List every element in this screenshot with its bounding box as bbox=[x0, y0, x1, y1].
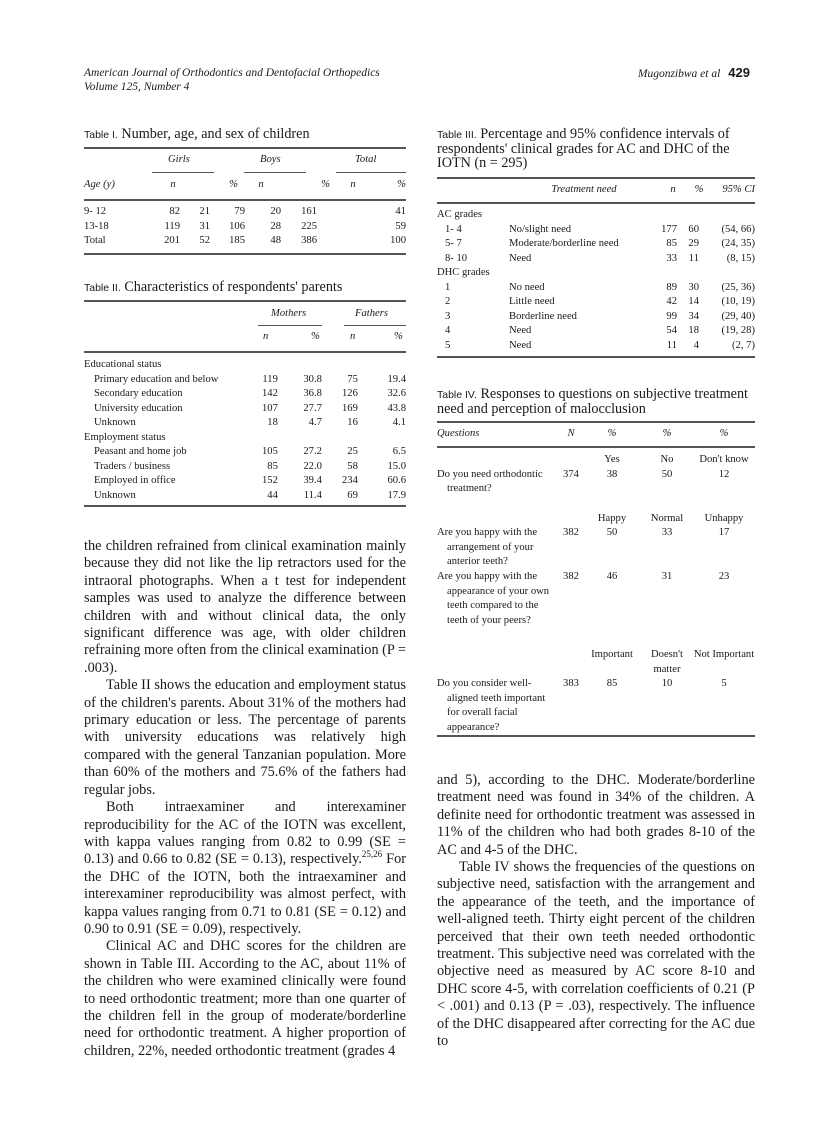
cell: 22.0 bbox=[303, 460, 322, 472]
table2-sub-n: n bbox=[263, 331, 269, 342]
section-label: Employment status bbox=[84, 431, 166, 443]
table3-title: Percentage and 95% confidence intervals of respondents' clinical grades for AC and DHC of the IOTN (n = 295) bbox=[437, 126, 730, 171]
pct: 4 bbox=[693, 339, 699, 351]
table2-sub-n: n bbox=[350, 331, 356, 342]
row-label: Traders / business bbox=[94, 460, 171, 472]
table-row bbox=[437, 468, 755, 512]
table1-top-rule bbox=[84, 147, 406, 149]
table4-bottom-rule bbox=[437, 735, 755, 737]
header-n: n bbox=[670, 184, 676, 195]
cell: 25 bbox=[347, 446, 358, 457]
body-left-column bbox=[84, 538, 406, 1060]
table1-group-girls: Girls bbox=[168, 154, 190, 165]
section-label: Educational status bbox=[84, 359, 162, 370]
table-row bbox=[84, 416, 406, 431]
ci: (54, 66) bbox=[721, 223, 755, 235]
pct: 18 bbox=[688, 325, 699, 336]
ci: (29, 40) bbox=[721, 310, 755, 322]
need: Need bbox=[509, 339, 532, 351]
table-row bbox=[84, 220, 406, 235]
journal-name: American Journal of Orthodontics and Dentofacial Orthopedics bbox=[84, 67, 380, 79]
cell: 36.8 bbox=[303, 388, 322, 399]
table-row bbox=[84, 474, 406, 489]
table1-sub-n: n bbox=[170, 179, 176, 190]
cell: 28 bbox=[270, 220, 281, 232]
cell: 201 bbox=[164, 235, 180, 246]
table1-body bbox=[84, 205, 406, 249]
row-label: Employed in office bbox=[94, 475, 176, 486]
table3-top-rule bbox=[437, 177, 755, 179]
cell: 234 bbox=[342, 475, 358, 486]
option-label: Not Important bbox=[693, 649, 755, 660]
cell: 48 bbox=[270, 235, 281, 246]
table-row bbox=[84, 234, 406, 249]
cell: 161 bbox=[301, 206, 317, 217]
cell: 100 bbox=[390, 235, 406, 246]
need: Need bbox=[509, 252, 532, 264]
table-row bbox=[84, 460, 406, 475]
need: Need bbox=[509, 325, 532, 336]
table3-body bbox=[437, 208, 755, 353]
value: 23 bbox=[718, 571, 730, 582]
n: 382 bbox=[563, 571, 579, 582]
value: 50 bbox=[661, 468, 673, 480]
cell: 4.7 bbox=[308, 417, 322, 428]
cell: 18 bbox=[267, 417, 278, 428]
table-row bbox=[437, 223, 755, 238]
cell: 27.7 bbox=[303, 402, 322, 414]
cell: 59 bbox=[395, 220, 406, 232]
section-label: AC grades bbox=[437, 209, 483, 220]
grade: 4 bbox=[445, 325, 451, 336]
table3-label: Table III. bbox=[437, 129, 477, 141]
table4-body bbox=[437, 453, 755, 735]
table3-header bbox=[437, 183, 755, 198]
cell: 79 bbox=[234, 206, 245, 217]
cell: 60.6 bbox=[387, 475, 406, 486]
cell: 19.4 bbox=[387, 373, 406, 385]
table4-header bbox=[437, 427, 755, 442]
paragraph-text: Both intraexaminer and interexaminer reproducibility for the AC of the IOTN was excellent, with kappa values ranging from 0.82 to 0.99 (SE = 0.13) and 0.66 to 0.82 (SE = 0.13), respectively. bbox=[84, 799, 406, 868]
n: 54 bbox=[666, 325, 677, 336]
ci: (8, 15) bbox=[726, 252, 755, 264]
option-label: Unhappy bbox=[704, 512, 744, 524]
paragraph: Clinical AC and DHC scores for the children are shown in Table III. According to the AC, about 11% of the children who were examined clinically were found to need orthodontic treatment; more than one quarter of the children fell in the group of moderate/borderline need for orthodontic treatment. A higher proportion of children, 22%, needed orthodontic treatment (grades 4 bbox=[84, 938, 406, 1059]
row-label: Peasant and home job bbox=[94, 446, 187, 457]
header-pct: % bbox=[719, 428, 729, 439]
n: 33 bbox=[666, 252, 677, 264]
header-treatment-need: Treatment need bbox=[551, 184, 617, 195]
table1-total-underline bbox=[336, 172, 406, 173]
header-pct: % bbox=[694, 184, 704, 195]
cell: 27.2 bbox=[303, 446, 322, 457]
cell: 386 bbox=[301, 235, 317, 246]
pct: 60 bbox=[688, 223, 699, 235]
table-row bbox=[437, 570, 755, 642]
cell: 106 bbox=[229, 220, 245, 232]
cell: 11.4 bbox=[303, 489, 322, 501]
volume-info: Volume 125, Number 4 bbox=[84, 81, 190, 93]
grade: 8- 10 bbox=[445, 252, 468, 264]
age-cell: Total bbox=[84, 235, 106, 246]
ci: (10, 19) bbox=[721, 296, 755, 307]
table-row bbox=[437, 281, 755, 296]
question-text: Do you consider well-aligned teeth important for overall facial appearance? bbox=[437, 678, 546, 733]
table4-title: Responses to questions on subjective treatment need and perception of malocclusion bbox=[437, 386, 748, 417]
pct: 30 bbox=[688, 281, 699, 293]
value: 10 bbox=[661, 678, 673, 689]
table3-bottom-rule bbox=[437, 356, 755, 358]
table2-group-mothers: Mothers bbox=[271, 308, 307, 319]
cell: 169 bbox=[342, 402, 358, 414]
value: 38 bbox=[606, 468, 618, 480]
option-label: Doesn't matter bbox=[651, 649, 683, 675]
header-cell bbox=[437, 183, 509, 198]
row-label: Primary education and below bbox=[94, 373, 219, 385]
cell: 82 bbox=[169, 206, 180, 217]
table4-header-rule bbox=[437, 446, 755, 448]
pct: 29 bbox=[688, 238, 699, 249]
paragraph: Table IV shows the frequencies of the questions on subjective need, satisfaction with the arrangement and the appearance of the teeth, and the importance of well-aligned teeth. Thirty eight percent of the children perceived that their own teeth needed orthodontic treatment. This subjective need was correlated with the objective need as measured by AC score 8-10 and DHC score 4-5, with correlation coefficients of 0.21 (P < .001) and 0.13 (P = .03), respectively. The influence of the DHC disappeared after correcting for the AC due to bbox=[437, 859, 755, 1050]
cell: 20 bbox=[270, 206, 281, 217]
paragraph: Table II shows the education and employment status of the children's parents. About 31% of the mothers had primary education or less. The percentage of parents with university educations was relatively high compared with the general Tanzanian population. More than 60% of the mothers and 75.6% of the fathers had regular jobs. bbox=[84, 677, 406, 798]
table1-boys-underline bbox=[244, 172, 306, 173]
table2-top-rule bbox=[84, 300, 406, 302]
value: 12 bbox=[718, 468, 730, 480]
need: No need bbox=[509, 281, 545, 293]
question-text: Do you need orthodontic treatment? bbox=[437, 468, 543, 494]
row-label: Secondary education bbox=[94, 388, 183, 399]
table-row bbox=[84, 387, 406, 402]
cell: 15.0 bbox=[387, 460, 406, 472]
cell: 43.8 bbox=[387, 402, 406, 414]
option-label: Don't know bbox=[699, 454, 749, 465]
cell: 4.1 bbox=[392, 417, 406, 428]
table2-bottom-rule bbox=[84, 505, 406, 507]
grade: 1- 4 bbox=[445, 223, 462, 235]
table-row bbox=[437, 310, 755, 325]
table2-group-fathers: Fathers bbox=[355, 308, 388, 319]
table-row bbox=[84, 205, 406, 220]
row-label: University education bbox=[94, 402, 183, 414]
ci: (25, 36) bbox=[721, 281, 755, 293]
cell: 52 bbox=[199, 235, 210, 246]
table2-body bbox=[84, 358, 406, 503]
table1-sub-pct: % bbox=[321, 179, 330, 190]
option-label: Happy bbox=[597, 512, 627, 524]
cell: 75 bbox=[347, 373, 358, 385]
table2-caption bbox=[84, 280, 342, 295]
table-row bbox=[437, 295, 755, 310]
n: 99 bbox=[666, 310, 677, 322]
cell: 6.5 bbox=[392, 446, 406, 457]
table1-header-rule bbox=[84, 199, 406, 201]
table2-label: Table II. bbox=[84, 282, 121, 294]
table1-girls-underline bbox=[152, 172, 214, 173]
grade: 5 bbox=[445, 339, 451, 351]
cell: 126 bbox=[342, 388, 358, 399]
citation: 25,26 bbox=[361, 849, 383, 860]
cell: 142 bbox=[262, 388, 278, 399]
cell: 17.9 bbox=[387, 489, 406, 501]
need: Little need bbox=[509, 296, 555, 307]
cell: 119 bbox=[262, 373, 278, 385]
cell: 185 bbox=[229, 235, 245, 246]
value: 33 bbox=[661, 527, 673, 538]
ci: (2, 7) bbox=[732, 339, 755, 351]
age-cell: 13-18 bbox=[84, 220, 109, 232]
header-N: N bbox=[567, 428, 575, 439]
cell: 21 bbox=[199, 206, 210, 217]
table-row bbox=[437, 339, 755, 354]
grade: 3 bbox=[445, 310, 451, 322]
table4-label: Table IV. bbox=[437, 389, 477, 401]
cell: 31 bbox=[199, 220, 210, 232]
value: 5 bbox=[721, 678, 727, 689]
running-header-right bbox=[638, 66, 750, 81]
table1-sub-n: n bbox=[258, 179, 264, 190]
cell: 152 bbox=[262, 475, 278, 486]
running-header-left bbox=[84, 66, 380, 94]
table4-caption bbox=[437, 387, 755, 416]
option-label: Normal bbox=[650, 512, 684, 524]
table1-header bbox=[84, 178, 406, 193]
n: 42 bbox=[666, 296, 677, 307]
value: 50 bbox=[606, 527, 618, 538]
table1-sub-pct: % bbox=[229, 179, 238, 190]
body-right-column bbox=[437, 772, 755, 1051]
table3-caption bbox=[437, 127, 755, 170]
table1-row-header: Age (y) bbox=[84, 179, 115, 190]
table1-bottom-rule bbox=[84, 253, 406, 255]
page-number: 429 bbox=[728, 65, 750, 80]
header-ci: 95% CI bbox=[722, 184, 755, 195]
value: 17 bbox=[718, 527, 730, 538]
n: 374 bbox=[563, 468, 579, 480]
option-label: Yes bbox=[604, 454, 620, 465]
table2-title: Characteristics of respondents' parents bbox=[124, 279, 343, 295]
option-label: Important bbox=[591, 649, 633, 660]
table-row bbox=[84, 402, 406, 417]
header-pct: % bbox=[662, 428, 672, 439]
age-cell: 9- 12 bbox=[84, 206, 107, 217]
table-row bbox=[437, 252, 755, 267]
table-row bbox=[84, 373, 406, 388]
paragraph bbox=[84, 799, 406, 938]
cell: 41 bbox=[395, 206, 406, 217]
table2-sub-pct: % bbox=[311, 331, 320, 342]
table1-sub-pct: % bbox=[397, 179, 406, 190]
options-row bbox=[437, 642, 755, 677]
need: Borderline need bbox=[509, 310, 577, 322]
paragraph: and 5), according to the DHC. Moderate/borderline treatment need was found in 34% of the children. A definite need for orthodontic treatment was assessed in 11% of the children who had both grades 8-10 of the AC and 4-5 of the DHC. bbox=[437, 772, 755, 858]
header-pct: % bbox=[607, 428, 617, 439]
question-text: Are you happy with the arrangement of your anterior teeth? bbox=[437, 527, 538, 567]
n: 383 bbox=[563, 678, 579, 689]
pct: 14 bbox=[688, 296, 699, 307]
option-label: No bbox=[660, 454, 674, 465]
table4-top-rule bbox=[437, 421, 755, 423]
table-row bbox=[84, 489, 406, 504]
options-row bbox=[437, 512, 755, 527]
table-row bbox=[437, 677, 755, 735]
cell: 107 bbox=[262, 402, 278, 414]
paragraph: the children refrained from clinical examination mainly because they did not like the lip retractors used for the intraoral photographs. When a t test for independent samples was used to analyze the difference between children with and without clinical data, the only significant difference was age, with older children refraining more often from the clinical examination (P = .003). bbox=[84, 538, 406, 676]
value: 46 bbox=[606, 571, 618, 582]
table1-group-total: Total bbox=[355, 154, 377, 165]
authors: Mugonzibwa et al bbox=[637, 68, 721, 80]
cell: 32.6 bbox=[387, 388, 406, 399]
cell: 105 bbox=[262, 446, 278, 457]
need: No/slight need bbox=[509, 223, 572, 235]
table-row bbox=[437, 237, 755, 252]
n: 11 bbox=[666, 339, 677, 351]
table2-sub-pct: % bbox=[394, 331, 403, 342]
table2-header-rule bbox=[84, 351, 406, 353]
table2-fathers-underline bbox=[344, 325, 406, 326]
section-label: DHC grades bbox=[437, 267, 490, 278]
n: 85 bbox=[666, 238, 677, 249]
grade: 1 bbox=[445, 281, 451, 293]
value: 85 bbox=[606, 678, 618, 689]
cell: 39.4 bbox=[303, 475, 322, 486]
table1-label: Table I. bbox=[84, 129, 118, 141]
table2-mothers-underline bbox=[258, 325, 322, 326]
table1-sub-n: n bbox=[350, 179, 356, 190]
value: 31 bbox=[661, 571, 673, 582]
row-label: Unknown bbox=[94, 489, 136, 501]
pct: 34 bbox=[688, 310, 699, 322]
cell: 85 bbox=[267, 460, 278, 472]
cell: 58 bbox=[347, 460, 358, 472]
n: 382 bbox=[563, 527, 579, 538]
grade: 5- 7 bbox=[445, 238, 462, 249]
pct: 11 bbox=[688, 252, 699, 264]
options-row bbox=[437, 453, 755, 468]
cell: 69 bbox=[347, 489, 358, 501]
grade: 2 bbox=[445, 296, 451, 307]
ci: (24, 35) bbox=[721, 238, 755, 249]
table-row bbox=[437, 526, 755, 570]
table-row bbox=[84, 445, 406, 460]
header-questions: Questions bbox=[437, 428, 480, 439]
table1-caption bbox=[84, 127, 310, 142]
table1-title: Number, age, and sex of children bbox=[121, 126, 310, 142]
table3-header-rule bbox=[437, 202, 755, 204]
need: Moderate/borderline need bbox=[509, 238, 619, 249]
n: 177 bbox=[661, 223, 677, 235]
cell: 44 bbox=[267, 489, 278, 501]
table-row bbox=[437, 324, 755, 339]
cell: 225 bbox=[301, 220, 317, 232]
n: 89 bbox=[666, 281, 677, 293]
table1-group-boys: Boys bbox=[260, 154, 281, 165]
cell: 119 bbox=[164, 220, 180, 232]
question-text: Are you happy with the appearance of your own teeth compared to the teeth of your peers? bbox=[437, 571, 550, 626]
cell: 16 bbox=[347, 417, 358, 428]
ci: (19, 28) bbox=[721, 325, 755, 336]
cell: 30.8 bbox=[303, 373, 322, 385]
paragraph-text: For the DHC of the IOTN, both the intraexaminer and interexaminer reproducibility was almost perfect, with kappa values ranging from 0.71 to 0.81 (SE = 0.12) and 0.90 to 0.91 (SE = 0.09), respectively. bbox=[84, 851, 407, 937]
row-label: Unknown bbox=[94, 417, 136, 428]
